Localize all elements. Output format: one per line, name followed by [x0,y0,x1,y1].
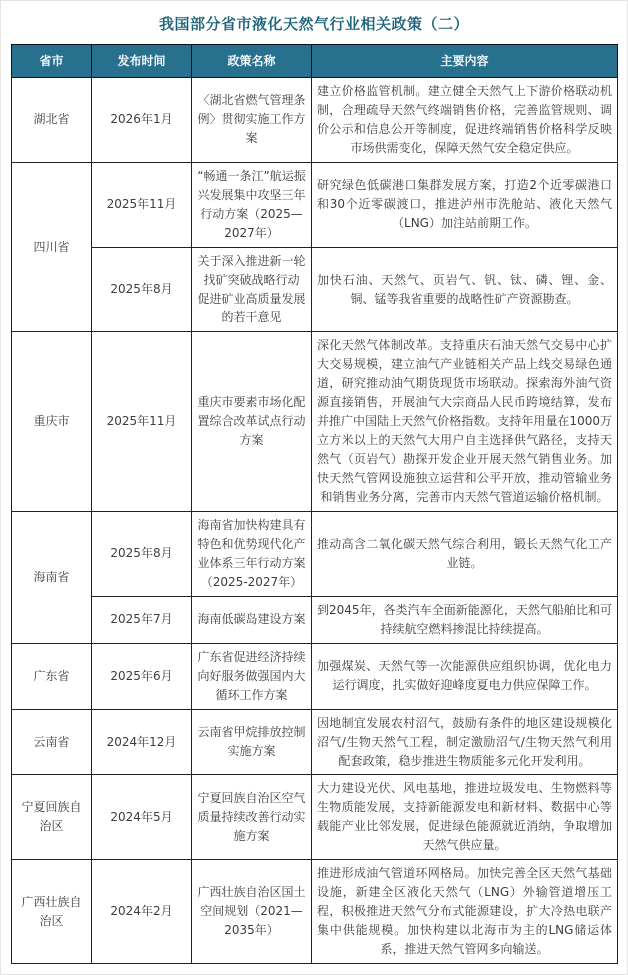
policy-name-cell: 〈湖北省燃气管理条例〉贯彻实施工作方案 [192,78,312,163]
main-content-cell: 建立价格监管机制。建立健全天然气上下游价格联动机制，合理疏导天然气终端销售价格，完善监管规则、调价公示和信息公开等制度，促进终端销售价格科学反映市场供需变化，保障天然气安全稳定供应。 [312,78,618,163]
policy-table [11,44,618,964]
table-row [12,512,618,597]
policy-name-cell: 关于深入推进新一轮找矿突破战略行动 促进矿业高质量发展的若干意见 [192,247,312,332]
page-title: 我国部分省市液化天然气行业相关政策（二） [158,15,469,33]
policy-name-cell: 云南省甲烷排放控制实施方案 [192,709,312,775]
policy-name-cell: 广东省促进经济持续向好服务做强国内大循环工作方案 [192,643,312,709]
table-row [12,332,618,512]
policy-name-cell: 重庆市要素市场化配置综合改革试点行动方案 [192,332,312,512]
date-cell: 2025年11月 [92,332,192,512]
date-cell: 2025年6月 [92,643,192,709]
table-row [12,860,618,964]
table-row [12,709,618,775]
policy-name-cell: 宁夏回族自治区空气质量持续改善行动实施方案 [192,775,312,860]
province-cell: 四川省 [12,162,92,332]
main-content-cell: 推进形成油气管道环网格局。加快完善全区天然气基础设施，新建全区液化天然气（LNG）外输管道增压工程，积极推进天然气分布式能源建设，扩大冷热电联产集中供能规模。加快构建以北海市为主的LNG储运体系，推进天然气管网多向输送。 [312,860,618,964]
date-cell: 2024年12月 [92,709,192,775]
date-cell: 2024年2月 [92,860,192,964]
header-date: 发布时间 [92,45,192,78]
table-header-row [12,45,618,78]
province-cell: 重庆市 [12,332,92,512]
date-cell: 2025年8月 [92,512,192,597]
date-cell: 2025年11月 [92,162,192,247]
header-province: 省市 [12,45,92,78]
table-row [12,78,618,163]
table-row [12,162,618,247]
province-cell: 云南省 [12,709,92,775]
table-row [12,775,618,860]
table-row [12,643,618,709]
main-content-cell: 加强煤炭、天然气等一次能源供应组织协调，优化电力运行调度，扎实做好迎峰度夏电力供应保障工作。 [312,643,618,709]
policy-name-cell: 广西壮族自治区国土空间规划（2021—2035年） [192,860,312,964]
province-cell: 广东省 [12,643,92,709]
main-content-cell: 因地制宜发展农村沼气，鼓励有条件的地区建设规模化沼气/生物天然气工程，制定激励沼气/生物天然气利用配套政策，稳步推进生物质能多元化开发利用。 [312,709,618,775]
province-cell: 宁夏回族自治区 [12,775,92,860]
date-cell: 2024年5月 [92,775,192,860]
date-cell: 2026年1月 [92,78,192,163]
main-content-cell: 到2045年，各类汽车全面新能源化，天然气船舶比和可持续航空燃料掺混比持续提高。 [312,596,618,643]
header-main-content: 主要内容 [312,45,618,78]
table-row [12,596,618,643]
table-row [12,247,618,332]
main-content-cell: 深化天然气体制改革。支持重庆石油天然气交易中心扩大交易规模，建立油气产业链相关产品上线交易绿色通道，研究推动油气期货现货市场联动。探索海外油气资源直接销售，开展油气大宗商品人民币跨境结算，发布并推广中国陆上天然气价格指数。支持年用量在1000万立方米以上的天然气大用户自主选择供气路径，支持天然气（页岩气）勘探开发企业开展天然气销售业务。加快天然气管网设施独立运营和公平开放，推动管输业务和销售业务分离，完善市内天然气管道运输价格机制。 [312,332,618,512]
province-cell: 海南省 [12,512,92,644]
date-cell: 2025年8月 [92,247,192,332]
policy-name-cell: “畅通一条江”航运振兴发展集中攻坚三年行动方案（2025—2027年） [192,162,312,247]
province-cell: 湖北省 [12,78,92,163]
province-cell: 广西壮族自治区 [12,860,92,964]
main-content-cell: 大力建设光伏、风电基地，推进垃圾发电、生物燃料等生物质能发展，支持新能源发电和新材料、数据中心等载能产业比邻发展，促进绿色能源就近消纳，争取增加天然气供应量。 [312,775,618,860]
main-content-cell: 推动高含二氧化碳天然气综合利用，锻长天然气化工产业链。 [312,512,618,597]
date-cell: 2025年7月 [92,596,192,643]
policy-name-cell: 海南省加快构建具有特色和优势现代化产业体系三年行动方案（2025-2027年） [192,512,312,597]
main-content-cell: 研究绿色低碳港口集群发展方案，打造2个近零碳港口和30个近零碳渡口，推进泸州市洗舱站、液化天然气（LNG）加注站前期工作。 [312,162,618,247]
main-content-cell: 加快石油、天然气、页岩气、钒、钛、磷、锂、金、铜、锰等我省重要的战略性矿产资源勘查。 [312,247,618,332]
header-policy-name: 政策名称 [192,45,312,78]
policy-name-cell: 海南低碳岛建设方案 [192,596,312,643]
